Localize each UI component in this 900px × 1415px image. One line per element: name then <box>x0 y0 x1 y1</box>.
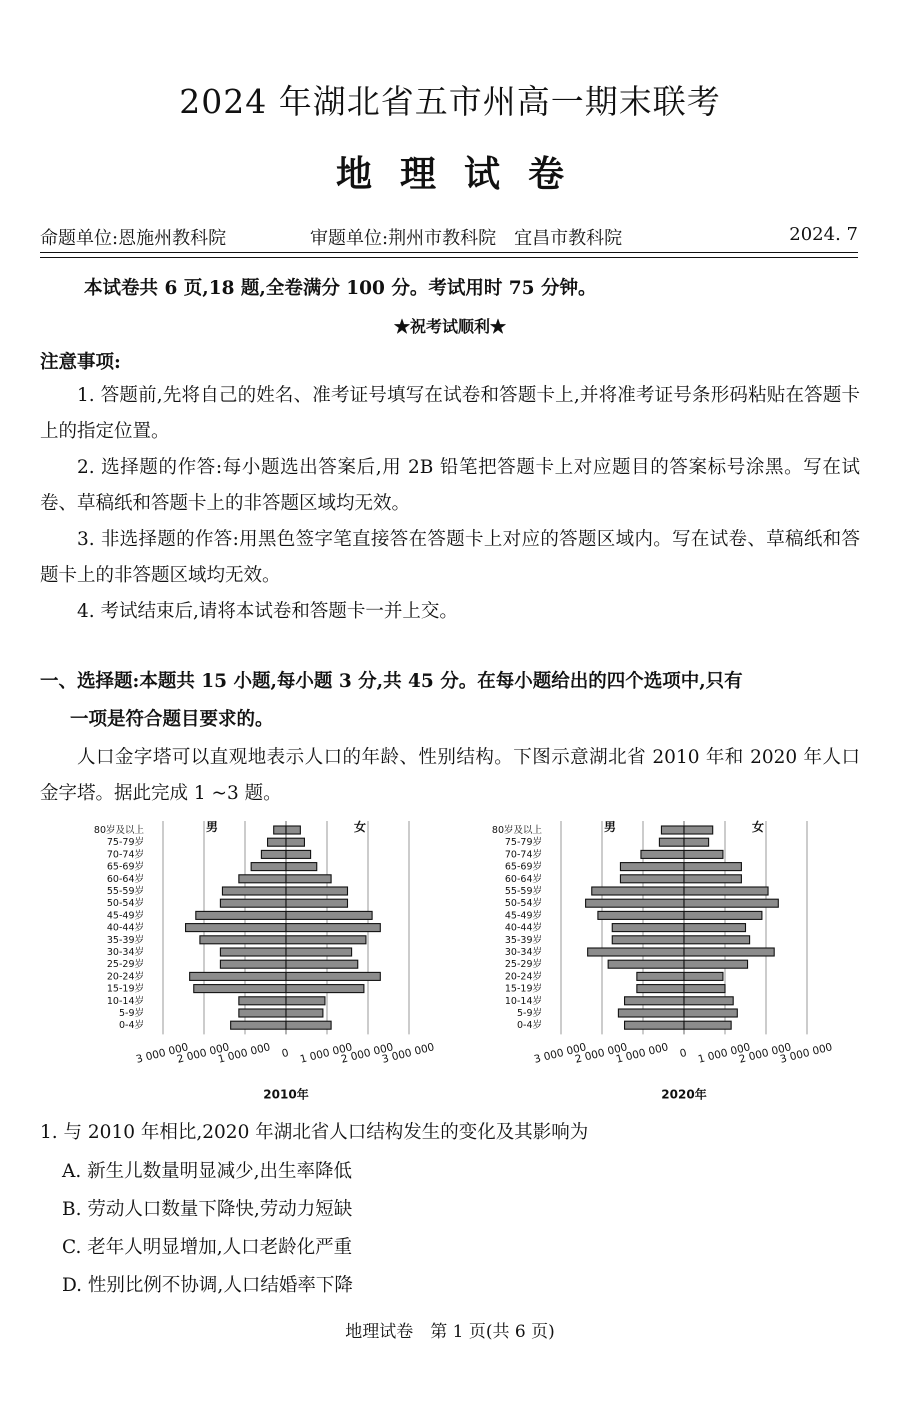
x-tick-label: 3 000 000 <box>778 1041 834 1066</box>
bar-male <box>586 899 684 907</box>
bar-male <box>641 850 684 858</box>
bar-male <box>196 911 286 919</box>
age-group-label: 15-19岁 <box>504 983 542 995</box>
bar-female <box>684 960 748 968</box>
notice-item-3: 3. 非选择题的作答:用黑色签字笔直接答在答题卡上对应的答题区域内。写在试卷、草稿纸和答题卡上的非答题区域均无效。 <box>40 529 860 586</box>
bar-female <box>684 838 709 846</box>
female-label: 女 <box>354 820 367 834</box>
bar-male <box>239 1009 286 1017</box>
x-tick-label: 1 000 000 <box>696 1041 752 1066</box>
age-group-label: 75-79岁 <box>106 837 144 849</box>
age-group-label: 45-49岁 <box>504 910 542 922</box>
bar-female <box>286 887 348 895</box>
age-group-label: 20-24岁 <box>106 971 144 983</box>
age-group-label: 80岁及以上 <box>93 825 144 836</box>
age-group-label: 30-34岁 <box>504 947 542 958</box>
option-a: A. 新生儿数量明显减少,出生率降低 <box>62 1161 353 1182</box>
bar-female <box>684 936 750 944</box>
bar-female <box>286 972 380 980</box>
age-group-label: 35-39岁 <box>106 934 144 946</box>
bar-male <box>200 936 286 944</box>
bar-female <box>286 1009 323 1017</box>
option-b: B. 劳动人口数量下降快,劳动力短缺 <box>62 1199 353 1220</box>
intro-paragraph: 人口金字塔可以直观地表示人口的年龄、性别结构。下图示意湖北省 2010 年和 2020 年人口金字塔。据此完成 1 ~3 题。 <box>40 747 860 804</box>
bar-male <box>274 826 286 834</box>
x-tick-label: 2 000 000 <box>737 1041 793 1066</box>
notice-heading: 注意事项: <box>40 352 121 373</box>
option-c: C. 老年人明显增加,人口老龄化严重 <box>62 1237 353 1258</box>
x-tick-label: 0 <box>678 1046 688 1061</box>
bar-female <box>684 899 778 907</box>
bar-female <box>286 960 358 968</box>
bar-male <box>612 936 684 944</box>
bar-male <box>190 972 286 980</box>
pyramid-chart-2010 <box>60 815 440 1105</box>
age-group-label: 0-4岁 <box>516 1020 542 1032</box>
bar-male <box>588 948 684 956</box>
bar-female <box>684 911 762 919</box>
bar-female <box>684 948 774 956</box>
bar-male <box>618 1009 684 1017</box>
x-tick-label: 3 000 000 <box>134 1041 190 1066</box>
exam-date: 2024. 7 <box>789 224 858 245</box>
bar-male <box>620 875 684 883</box>
bar-female <box>286 899 348 907</box>
bar-male <box>239 875 286 883</box>
bar-male <box>194 985 286 993</box>
bar-female <box>684 887 768 895</box>
bar-female <box>684 1021 731 1029</box>
notice-item-1: 1. 答题前,先将自己的姓名、准考证号填写在试卷和答题卡上,并将准考证号条形码粘贴在答题卡上的指定位置。 <box>40 385 860 442</box>
age-group-label: 70-74岁 <box>106 849 144 861</box>
exam-title: 2024 年湖北省五市州高一期末联考 <box>179 82 721 121</box>
bar-male <box>625 997 684 1005</box>
bar-male <box>261 850 286 858</box>
age-group-label: 65-69岁 <box>504 861 542 873</box>
bar-male <box>608 960 684 968</box>
age-group-label: 35-39岁 <box>504 934 542 946</box>
bar-male <box>625 1021 684 1029</box>
x-tick-label: 2 000 000 <box>339 1041 395 1066</box>
bar-male <box>220 960 286 968</box>
bar-female <box>286 875 331 883</box>
age-group-label: 65-69岁 <box>106 861 144 873</box>
age-group-label: 15-19岁 <box>106 983 144 995</box>
age-group-label: 30-34岁 <box>106 947 144 958</box>
bar-male <box>239 997 286 1005</box>
bar-female <box>684 863 741 871</box>
age-group-label: 60-64岁 <box>106 873 144 885</box>
bar-female <box>684 875 741 883</box>
age-group-label: 80岁及以上 <box>491 825 542 836</box>
exam-summary: 本试卷共 6 页,18 题,全卷满分 100 分。考试用时 75 分钟。 <box>84 278 597 299</box>
header-rule-top <box>40 252 858 253</box>
male-label: 男 <box>206 820 219 834</box>
x-tick-label: 1 000 000 <box>298 1041 354 1066</box>
bar-male <box>592 887 684 895</box>
age-group-label: 10-14岁 <box>504 995 542 1007</box>
age-group-label: 20-24岁 <box>504 971 542 983</box>
bar-male <box>612 924 684 932</box>
bar-female <box>286 936 366 944</box>
age-group-label: 40-44岁 <box>504 922 542 934</box>
bar-female <box>286 985 364 993</box>
chart-title: 2020年 <box>661 1087 707 1102</box>
bar-male <box>637 972 684 980</box>
bar-female <box>684 997 733 1005</box>
page-footer: 地理试卷 第 1 页(共 6 页) <box>345 1322 555 1342</box>
reviewer-unit: 审题单位:荆州市教科院 宜昌市教科院 <box>310 228 623 249</box>
bar-female <box>684 985 725 993</box>
age-group-label: 55-59岁 <box>504 886 542 897</box>
section-heading-line2: 一项是符合题目要求的。 <box>70 709 274 730</box>
age-group-label: 60-64岁 <box>504 873 542 885</box>
bar-female <box>286 838 304 846</box>
bar-female <box>684 924 746 932</box>
age-group-label: 0-4岁 <box>118 1020 144 1032</box>
x-tick-label: 2 000 000 <box>573 1041 629 1066</box>
pyramid-chart-2020 <box>458 815 838 1105</box>
bar-male <box>598 911 684 919</box>
bar-male <box>231 1021 286 1029</box>
x-tick-label: 3 000 000 <box>380 1041 436 1066</box>
bar-female <box>286 911 372 919</box>
good-luck: ★祝考试顺利★ <box>393 317 506 336</box>
section-heading-line1: 一、选择题:本题共 15 小题,每小题 3 分,共 45 分。在每小题给出的四个选项中,只有 <box>40 671 743 692</box>
notice-item-2: 2. 选择题的作答:每小题选出答案后,用 2B 铅笔把答题卡上对应题目的答案标号涂黑。写在试卷、草稿纸和答题卡上的非答题区域均无效。 <box>40 457 860 514</box>
age-group-label: 50-54岁 <box>504 898 542 910</box>
bar-female <box>684 850 723 858</box>
bar-male <box>659 838 684 846</box>
bar-female <box>286 850 311 858</box>
age-group-label: 50-54岁 <box>106 898 144 910</box>
bar-male <box>251 863 286 871</box>
notice-item-4: 4. 考试结束后,请将本试卷和答题卡一并上交。 <box>77 601 458 622</box>
subject-title: 地理试卷 <box>335 153 592 195</box>
bar-female <box>286 1021 331 1029</box>
header-rule-bottom <box>40 257 858 258</box>
bar-male <box>661 826 684 834</box>
bar-male <box>220 948 286 956</box>
bar-female <box>286 924 380 932</box>
bar-female <box>286 826 300 834</box>
bar-female <box>684 826 713 834</box>
age-group-label: 55-59岁 <box>106 886 144 897</box>
age-group-label: 25-29岁 <box>504 959 542 971</box>
bar-female <box>684 972 723 980</box>
female-label: 女 <box>752 820 765 834</box>
x-tick-label: 3 000 000 <box>532 1041 588 1066</box>
bar-female <box>684 1009 737 1017</box>
bar-male <box>637 985 684 993</box>
age-group-label: 5-9岁 <box>118 1008 144 1019</box>
bar-male <box>222 887 286 895</box>
bar-male <box>186 924 286 932</box>
x-tick-label: 2 000 000 <box>175 1041 231 1066</box>
option-d: D. 性别比例不协调,人口结婚率下降 <box>62 1275 353 1296</box>
bar-female <box>286 948 352 956</box>
age-group-label: 70-74岁 <box>504 849 542 861</box>
bar-female <box>286 997 325 1005</box>
x-tick-label: 1 000 000 <box>614 1041 670 1066</box>
bar-male <box>220 899 286 907</box>
male-label: 男 <box>604 820 617 834</box>
age-group-label: 40-44岁 <box>106 922 144 934</box>
x-tick-label: 1 000 000 <box>216 1041 272 1066</box>
age-group-label: 45-49岁 <box>106 910 144 922</box>
age-group-label: 5-9岁 <box>516 1008 542 1019</box>
bar-female <box>286 863 317 871</box>
question-1-stem: 1. 与 2010 年相比,2020 年湖北省人口结构发生的变化及其影响为 <box>40 1122 589 1143</box>
bar-male <box>268 838 286 846</box>
age-group-label: 75-79岁 <box>504 837 542 849</box>
x-tick-label: 0 <box>280 1046 290 1061</box>
bar-male <box>620 863 684 871</box>
setter-unit: 命题单位:恩施州教科院 <box>40 228 227 249</box>
age-group-label: 25-29岁 <box>106 959 144 971</box>
chart-title: 2010年 <box>263 1087 309 1102</box>
age-group-label: 10-14岁 <box>106 995 144 1007</box>
